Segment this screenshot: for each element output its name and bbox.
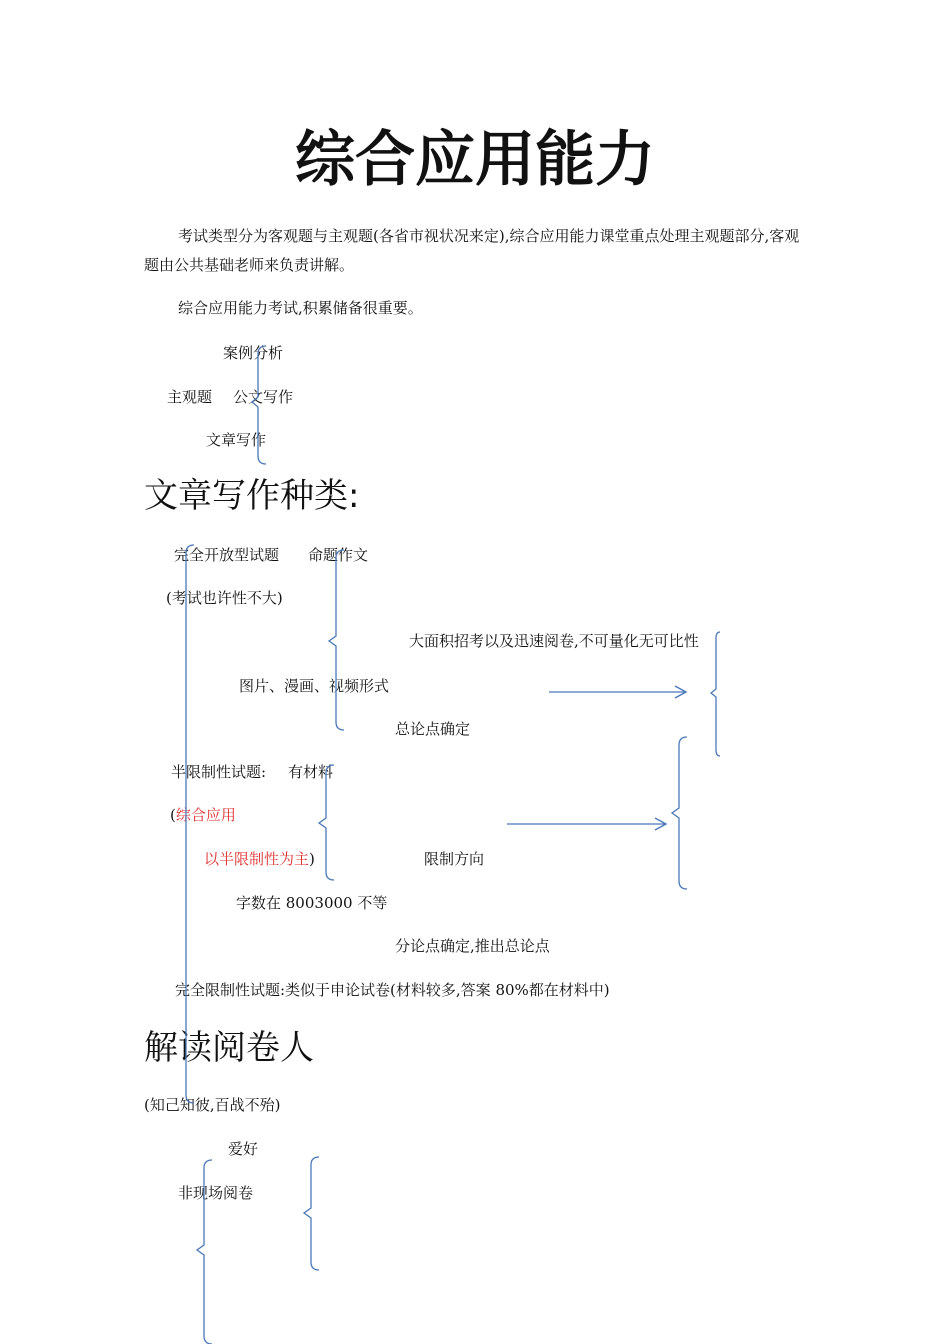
bracket-semi-limited xyxy=(319,765,334,880)
paren-open: ( xyxy=(170,806,176,824)
main-point-text: 总论点确定 xyxy=(395,720,471,738)
types-heading: 文章写作种类: xyxy=(144,476,360,516)
bracket-reader-right xyxy=(304,1157,319,1270)
article-writing-text: 文章写作 xyxy=(206,431,267,449)
official-doc-text: 公文写作 xyxy=(233,388,294,406)
case-analysis-text: 案例分析 xyxy=(223,344,284,362)
has-material-text: 有材料 xyxy=(288,763,334,781)
bracket-open-question xyxy=(329,550,344,730)
intro-paragraph: 考试类型分为客观题与主观题(各省市视状况来定),综合应用能力课堂重点处理主观题部分,客观题由公共基础老师来负责讲解。 xyxy=(144,227,800,274)
bracket-types-outer xyxy=(186,545,194,1103)
full-limit-text: 完全限制性试题:类似于申论试卷(材料较多,答案 80%都在材料中) xyxy=(175,981,610,999)
semi-limited-title: 半限制性试题: xyxy=(171,763,267,781)
offsite-grading-text: 非现场阅卷 xyxy=(178,1184,254,1202)
subjective-label: 主观题 xyxy=(167,388,213,406)
open-question-note: (考试也许性不大) xyxy=(166,589,283,607)
reader-note: (知己知彼,百战不殆) xyxy=(144,1096,281,1114)
large-recruitment-text: 大面积招考以及迅速阅卷,不可量化无可比性 xyxy=(409,632,699,650)
bracket-reader-left xyxy=(197,1160,212,1344)
paren-close: ) xyxy=(309,850,315,868)
bracket-subjective xyxy=(252,346,266,464)
hobby-text: 爱好 xyxy=(228,1140,259,1158)
topic-essay-text: 命题作文 xyxy=(308,546,369,564)
limit-direction-text: 限制方向 xyxy=(424,850,485,868)
word-count-text: 字数在 8003000 不等 xyxy=(236,894,388,912)
media-format-text: 图片、漫画、视频形式 xyxy=(239,677,390,695)
red-text-comprehensive: 综合应用 xyxy=(175,806,236,824)
bracket-right-middle xyxy=(672,737,687,889)
red-text-semi-limited: 以半限制性为主 xyxy=(204,850,310,868)
page-title: 综合应用能力 xyxy=(295,125,655,195)
sub-points-text: 分论点确定,推出总论点 xyxy=(395,937,550,955)
intro-paragraph-2: 综合应用能力考试,积累储备很重要。 xyxy=(178,299,423,317)
bracket-right-top xyxy=(711,632,720,756)
reader-heading: 解读阅卷人 xyxy=(144,1028,314,1068)
open-question-title: 完全开放型试题 xyxy=(174,546,280,564)
